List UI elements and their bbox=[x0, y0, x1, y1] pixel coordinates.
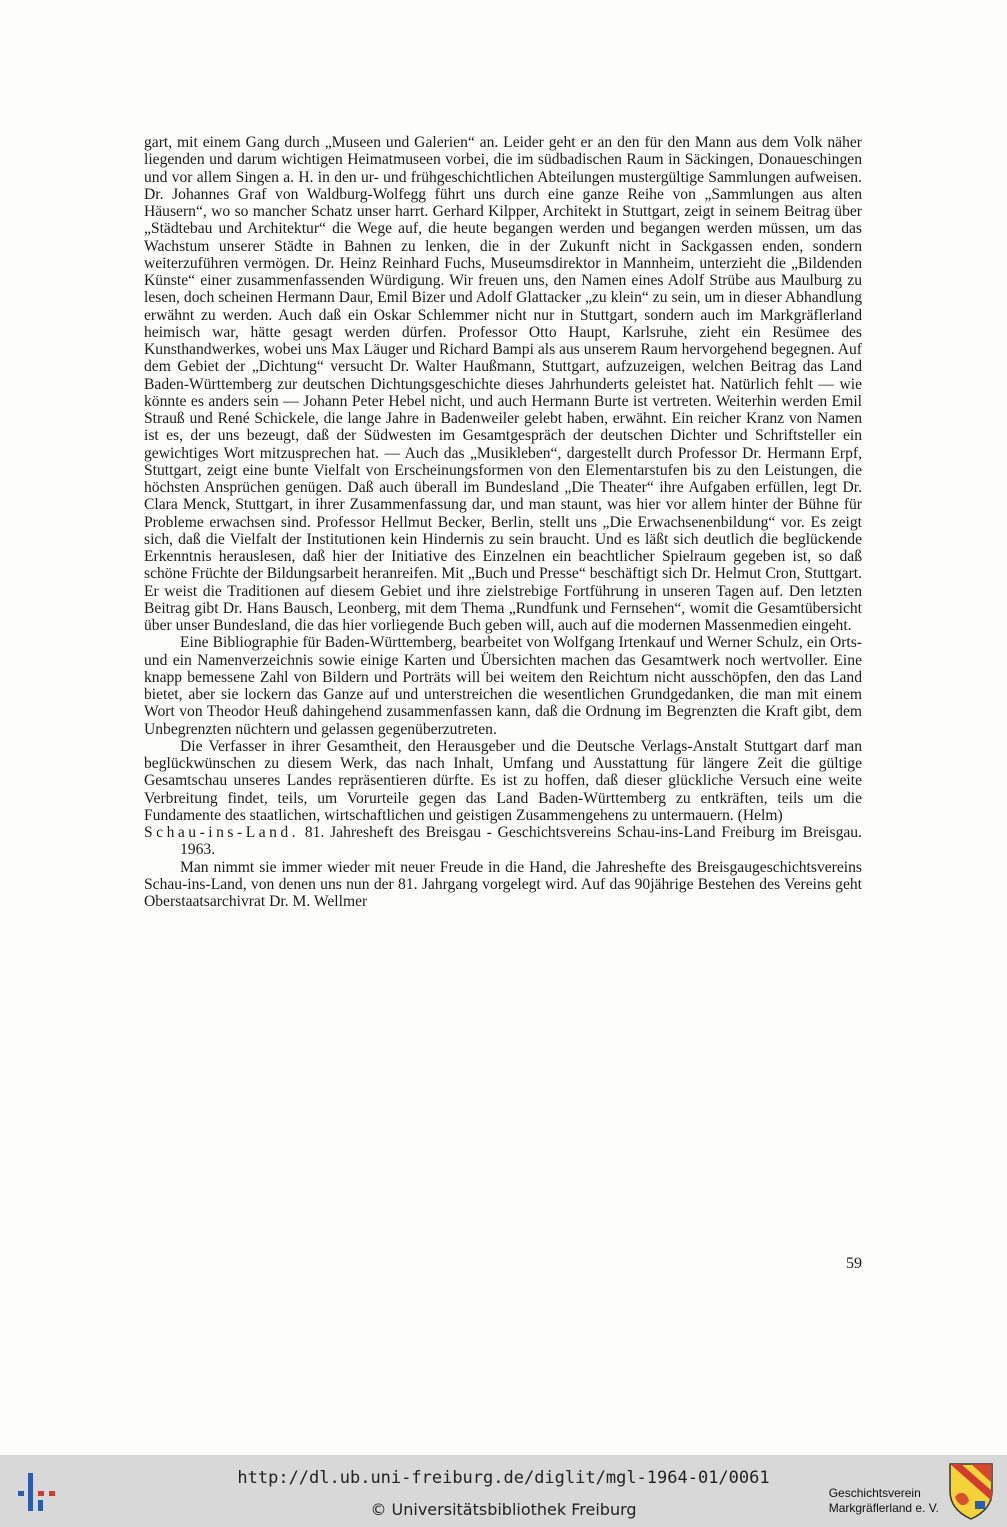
paragraph-2: Eine Bibliographie für Baden-Württemberg, bearbeitet von Wolfgang Irtenkauf und Werner Schulz, ein Orts- und ein Namenverzeichnis sowie einige Karten und Übersichten machen das Gesamtwerk noch wertvoller. Eine knapp bemessene Zahl von Bildern und Porträts will bei weitem den Reichtum nicht ausschöpfen, den das Land bietet, aber sie lockern das Ganze auf und unterstreichen die wesentlichen Grundgedanken, die man mit einem Wort von Theodor Heuß dahingehend zusammenfassen kann, daß die Ordnung im Begrenzten die Kraft gibt, dem Unbegrenzten nüchtern und gelassen gegenüberzutreten. bbox=[144, 634, 862, 738]
society-name bbox=[829, 1486, 939, 1516]
book-entry bbox=[144, 824, 862, 859]
society-name-line-1: Geschichtsverein bbox=[828, 1486, 921, 1500]
copyright-notice: © Universitätsbibliothek Freiburg bbox=[370, 1500, 637, 1519]
paragraph-4: Man nimmt sie immer wieder mit neuer Freude in die Hand, die Jahreshefte des Breisgaugeschichtsvereins Schau-ins-Land, von denen uns nun der 81. Jahrgang vorgelegt wird. Auf das 90jährige Bestehen des Vereins geht Oberstaatsarchivrat Dr. M. Wellmer bbox=[144, 858, 862, 910]
viewer-footer bbox=[0, 1455, 1007, 1527]
book-entry-title: Schau-ins-Land. bbox=[144, 824, 300, 841]
article-text bbox=[144, 134, 862, 910]
coat-of-arms-icon bbox=[947, 1461, 995, 1521]
page-number: 59 bbox=[846, 1255, 862, 1272]
book-entry-details: 81. Jahresheft des Breisgau - Geschichtsvereins Schau-ins-Land Freiburg im Breisgau. 1963. bbox=[180, 824, 862, 859]
paragraph-3: Die Verfasser in ihrer Gesamtheit, den Herausgeber und die Deutsche Verlags-Anstalt Stuttgart darf man beglückwünschen zu diesem Werk, das nach Inhalt, Umfang und Ausstattung für längere Zeit die gültige Gesamtschau unseres Landes repräsentieren dürfte. Es ist zu hoffen, daß dieser glückliche Versuch eine weite Verbreitung findet, teils, um Vorurteile gegen das Land Baden-Württemberg zu entkräften, teils um die Fundamente des staatlichen, wirtschaftlichen und geistigen Zusammengehens zu untermauern. (Helm) bbox=[144, 737, 862, 824]
permalink-url[interactable]: http://dl.ub.uni-freiburg.de/diglit/mgl-1964-01/0061 bbox=[237, 1468, 770, 1488]
paragraph-1: gart, mit einem Gang durch „Museen und Galerien“ an. Leider geht er an den für den Mann aus dem Volk näher liegenden und darum wichtigen Heimatmuseen vorbei, die im südbadischen Raum in Säckingen, Donaueschingen und vor allem Singen a. H. in den ur- und frühgeschichtlichen Abteilungen mustergültige Sammlungen aufweisen. Dr. Johannes Graf von Waldburg-Wolfegg führt uns durch eine ganze Reihe von „Sammlungen aus alten Häusern“, wo so mancher Schatz unser harrt. Gerhard Kilpper, Architekt in Stuttgart, zeigt in seinem Beitrag über „Städtebau und Architektur“ die Wege auf, die heute begangen werden und begangen werden müssen, um das Wachstum unserer Städte in Bahnen zu lenken, die in der Zukunft nicht in Sackgassen enden, sondern weiterzuführen vermögen. Dr. Heinz Reinhard Fuchs, Museumsdirektor in Mannheim, unterzieht die „Bildenden Künste“ einer zusammenfassenden Würdigung. Wir freuen uns, den Namen eines Adolf Strübe aus Maulburg zu lesen, doch scheinen Hermann Daur, Emil Bizer und Adolf Glattacker „zu klein“ zu sein, um in dieser Abhandlung erwähnt zu werden. Auch daß ein Oskar Schlemmer nicht nur in Stuttgart, sondern auch im Markgräflerland heimisch war, hätte gesagt werden dürfen. Professor Otto Haupt, Karlsruhe, zieht ein Resümee des Kunsthandwerkes, wobei uns Max Läuger und Richard Bampi als aus unserem Raum hervorgehend begegnen. Auf dem Gebiet der „Dichtung“ versucht Dr. Walter Haußmann, Stuttgart, aufzuzeigen, welchen Beitrag das Land Baden-Württemberg zur deutschen Dichtungsgeschichte dieses Jahrhunderts geleistet hat. Natürlich fehlt — wie könnte es anders sein — Johann Peter Hebel nicht, und auch Hermann Burte ist vertreten. Weiterhin werden Emil Strauß und René Schickele, die lange Jahre in Badenweiler gelebt haben, erwähnt. Ein reicher Kranz von Namen ist es, der uns bezeugt, daß der Südwesten im Gesamtgespräch der deutschen Dichter und Schriftsteller ein gewichtiges Wort mitzusprechen hat. — Auch das „Musikleben“, dargestellt durch Professor Dr. Hermann Erpf, Stuttgart, zeigt eine bunte Vielfalt von Erscheinungsformen von den Elementarstufen bis zu den Leistungen, die höchsten Ansprüchen genügen. Daß auch überall im Bundesland „Die Theater“ ihre Aufgaben erfüllen, legt Dr. Clara Menck, Stuttgart, in ihrer Zusammenfassung dar, und man staunt, was hier vor allem hinter der Bühne für Probleme erwachsen sind. Professor Hellmut Becker, Berlin, stellt uns „Die Erwachsenenbildung“ vor. Es zeigt sich, daß die Vielfalt der Institutionen kein Hindernis zu sein braucht. Und es läßt sich deutlich die beglückende Erkenntnis herauslesen, daß hier der Initiative des Einzelnen ein beachtlicher Spielraum gegeben ist, so daß schöne Früchte der Bildungsarbeit heranreifen. Mit „Buch und Presse“ beschäftigt sich Dr. Helmut Cron, Stuttgart. Er weist die Traditionen auf diesem Gebiet und ihre zielstrebige Fortführung in unseren Tagen auf. Den letzten Beitrag gibt Dr. Hans Bausch, Leonberg, mit dem Thema „Rundfunk und Fernsehen“, womit die Gesamtübersicht über unser Bundesland, die das hier vorliegende Buch geben will, auch auf die modernen Massenmedien eingeht. bbox=[144, 134, 862, 634]
society-name-line-2: Markgräflerland e. V. bbox=[828, 1501, 939, 1515]
